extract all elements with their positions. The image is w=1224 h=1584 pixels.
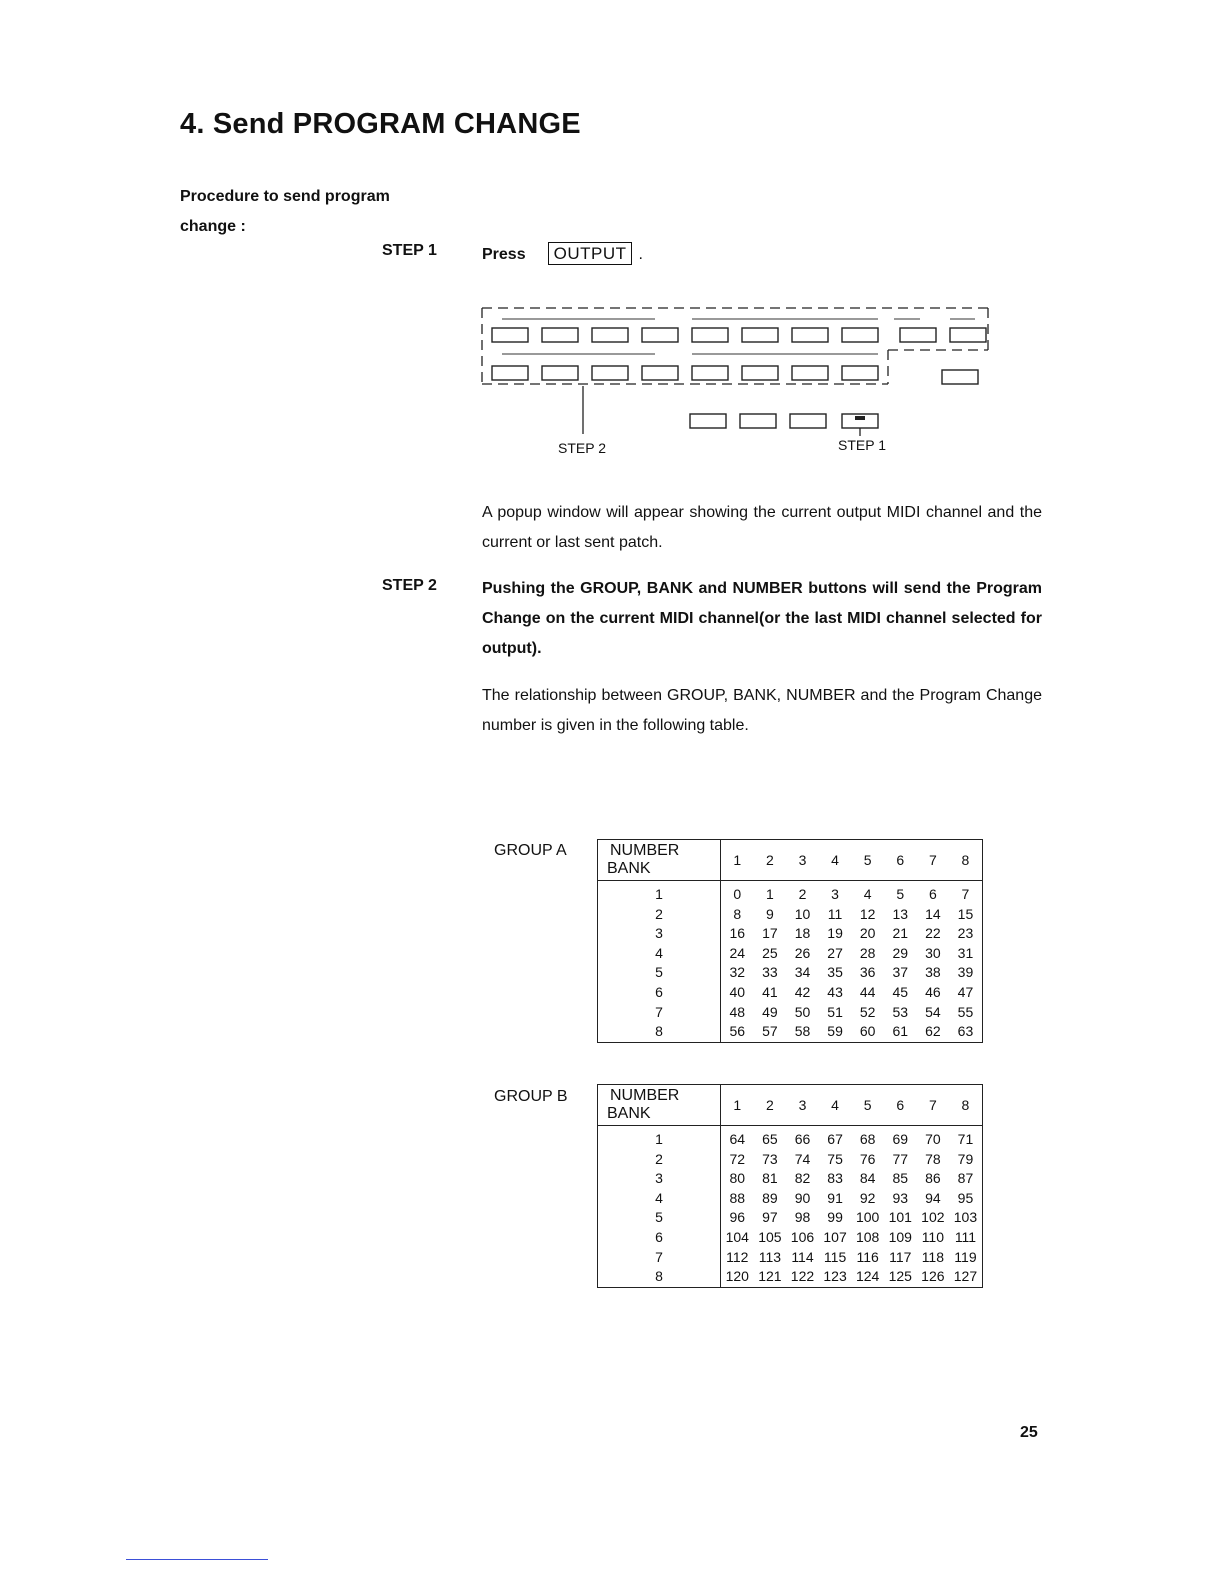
- procedure-heading-line2: [180, 212, 440, 242]
- number-header-cell: 4: [819, 1085, 852, 1126]
- group-b-label: GROUP B: [494, 1088, 568, 1105]
- program-number-cell: 49: [762, 1003, 778, 1020]
- program-number-cell: 2: [798, 886, 807, 902]
- program-number-cell: 10: [794, 905, 811, 922]
- number-header-cell: 2: [754, 840, 787, 881]
- program-number-cell: 84: [859, 1170, 876, 1187]
- program-number-cell: 51: [827, 1003, 843, 1020]
- table-row: [598, 905, 983, 925]
- table-row: [598, 1022, 983, 1042]
- program-number-cell: 100: [855, 1209, 880, 1226]
- table-row: [598, 963, 983, 983]
- step1-instruction: [482, 242, 643, 265]
- program-number-cell: 42: [794, 983, 811, 1000]
- program-number-cell: 14: [925, 905, 941, 922]
- program-number-cell: 67: [827, 1131, 843, 1147]
- number-header-cell: 6: [884, 840, 917, 881]
- page-title: 4. Send PROGRAM CHANGE: [180, 108, 581, 140]
- program-number-cell: 116: [856, 1248, 879, 1265]
- press-suffix: .: [638, 246, 643, 263]
- program-number-cell: 0: [733, 886, 742, 902]
- program-number-cell: 64: [729, 1131, 746, 1147]
- number-header: NUMBER: [610, 842, 680, 859]
- program-number-cell: 108: [855, 1228, 880, 1245]
- program-number-cell: 37: [892, 964, 909, 981]
- number-header: NUMBER: [610, 1087, 680, 1104]
- program-number-cell: 46: [925, 983, 941, 1000]
- number-header-cell: 4: [819, 840, 852, 881]
- program-number-cell: 101: [888, 1209, 912, 1226]
- program-number-cell: 32: [729, 964, 746, 981]
- program-number-cell: 102: [921, 1209, 945, 1226]
- program-number-cell: 69: [892, 1131, 909, 1147]
- table-row: [598, 1169, 983, 1189]
- program-number-cell: 115: [823, 1248, 847, 1265]
- panel-diagram: [480, 300, 1000, 470]
- number-header-cell: 3: [786, 840, 819, 881]
- program-number-cell: 43: [827, 983, 843, 1000]
- program-number-cell: 47: [957, 983, 974, 1000]
- program-number-cell: 97: [762, 1209, 778, 1226]
- program-number-cell: 118: [921, 1248, 945, 1265]
- number-header-cell: 5: [851, 840, 884, 881]
- program-number-cell: 53: [892, 1003, 909, 1020]
- program-number-cell: 52: [859, 1003, 876, 1020]
- procedure-heading-line2-text: change :: [180, 218, 246, 235]
- number-header-cell: 8: [949, 840, 982, 881]
- program-number-cell: 72: [729, 1150, 746, 1167]
- program-number-cell: 121: [758, 1268, 782, 1285]
- header-corner-cell: [598, 1085, 721, 1126]
- program-number-cell: 95: [957, 1189, 974, 1206]
- program-number-cell: 11: [827, 905, 843, 922]
- program-number-cell: 119: [954, 1248, 977, 1265]
- header-corner-cell: [598, 840, 721, 881]
- program-number-cell: 62: [925, 1023, 941, 1040]
- table-row: [598, 1248, 983, 1268]
- number-header-cell: 7: [917, 840, 950, 881]
- step1-callout: STEP 1: [838, 437, 886, 453]
- program-number-cell: 74: [794, 1150, 811, 1167]
- program-number-cell: 113: [758, 1248, 782, 1265]
- program-number-cell: 107: [823, 1228, 847, 1245]
- number-header-cell: 3: [786, 1085, 819, 1126]
- output-button-led: [855, 416, 865, 420]
- press-text: Press: [482, 246, 526, 263]
- program-number-cell: 38: [925, 964, 941, 981]
- program-number-cell: 88: [729, 1189, 746, 1206]
- function-buttons: [690, 414, 878, 428]
- table-row: [598, 1228, 983, 1248]
- program-number-cell: 22: [925, 925, 941, 942]
- bottom-rule: [126, 1559, 268, 1560]
- program-number-cell: 1: [765, 886, 774, 902]
- program-number-cell: 111: [954, 1228, 977, 1245]
- group-a-label: GROUP A: [494, 842, 567, 859]
- program-number-cell: 57: [762, 1023, 778, 1040]
- table-row: [598, 1126, 983, 1150]
- program-number-cell: 104: [725, 1228, 749, 1245]
- program-number-cell: 8: [733, 905, 742, 922]
- number-header-cell: 5: [851, 1085, 884, 1126]
- group-b-table: [597, 1084, 983, 1288]
- bank-cell: 7: [598, 1248, 721, 1268]
- program-number-cell: 66: [794, 1131, 811, 1147]
- panel-label-rules: [502, 319, 975, 354]
- bank-cell: 4: [598, 1189, 721, 1209]
- step1-description: A popup window will appear showing the current output MIDI channel and the current or last sent patch.: [482, 504, 1042, 551]
- program-number-cell: 68: [859, 1131, 876, 1147]
- program-number-cell: 6: [928, 886, 937, 902]
- step2-label: STEP 2: [382, 577, 437, 594]
- group-a-table: [597, 839, 983, 1043]
- bank-cell: 2: [598, 905, 721, 925]
- program-number-cell: 21: [892, 925, 909, 942]
- program-number-cell: 16: [729, 925, 746, 942]
- program-number-cell: 89: [762, 1189, 778, 1206]
- program-number-cell: 3: [831, 886, 839, 902]
- output-key: OUTPUT: [548, 242, 633, 265]
- program-number-cell: 24: [729, 944, 746, 961]
- program-number-cell: 82: [794, 1170, 811, 1187]
- program-number-cell: 58: [794, 1023, 811, 1040]
- program-number-cell: 90: [794, 1189, 811, 1206]
- program-number-cell: 4: [863, 886, 872, 902]
- bank-cell: 3: [598, 924, 721, 944]
- bank-header: BANK: [607, 860, 651, 877]
- program-number-cell: 65: [762, 1131, 778, 1147]
- step2-callout: STEP 2: [558, 440, 606, 456]
- bank-cell: 2: [598, 1150, 721, 1170]
- bank-cell: 8: [598, 1022, 721, 1042]
- program-number-cell: 9: [765, 905, 774, 922]
- program-number-cell: 93: [892, 1189, 909, 1206]
- program-number-cell: 109: [888, 1228, 912, 1245]
- program-number-cell: 87: [957, 1170, 974, 1187]
- program-number-cell: 91: [827, 1189, 843, 1206]
- bank-cell: 8: [598, 1267, 721, 1287]
- program-number-cell: 41: [762, 983, 778, 1000]
- group-a-table-body: [598, 840, 983, 1043]
- bank-cell: 5: [598, 963, 721, 983]
- program-number-cell: 106: [790, 1228, 815, 1245]
- program-number-cell: 76: [859, 1150, 876, 1167]
- bank-cell: 3: [598, 1169, 721, 1189]
- program-number-cell: 36: [859, 964, 876, 981]
- table-row: [598, 1267, 983, 1287]
- table-row: [598, 983, 983, 1003]
- program-number-cell: 78: [925, 1150, 941, 1167]
- program-number-cell: 28: [859, 944, 876, 961]
- program-number-cell: 40: [729, 983, 746, 1000]
- program-number-cell: 94: [925, 1189, 941, 1206]
- number-header-cell: 2: [754, 1085, 787, 1126]
- group-b-table-body: [598, 1085, 983, 1288]
- program-number-cell: 45: [892, 983, 909, 1000]
- table-row: [598, 1208, 983, 1228]
- program-number-cell: 83: [827, 1170, 843, 1187]
- bank-cell: 7: [598, 1003, 721, 1023]
- program-number-cell: 26: [794, 944, 811, 961]
- program-number-cell: 114: [791, 1248, 814, 1265]
- program-number-cell: 124: [855, 1268, 880, 1285]
- program-number-cell: 5: [896, 886, 905, 902]
- program-number-cell: 85: [892, 1170, 909, 1187]
- program-number-cell: 127: [953, 1268, 978, 1285]
- bank-cell: 4: [598, 944, 721, 964]
- program-number-cell: 99: [827, 1209, 843, 1226]
- program-number-cell: 98: [794, 1209, 811, 1226]
- table-row: [598, 1189, 983, 1209]
- program-number-cell: 126: [921, 1268, 945, 1285]
- program-number-cell: 35: [827, 964, 843, 981]
- program-number-cell: 112: [726, 1248, 749, 1265]
- relationship-description: The relationship between GROUP, BANK, NUMBER and the Program Change number is given in the following table.: [482, 687, 1042, 734]
- bank-header: BANK: [607, 1105, 651, 1122]
- table-row: [598, 924, 983, 944]
- program-number-cell: 48: [729, 1003, 746, 1020]
- program-number-cell: 122: [790, 1268, 815, 1285]
- program-number-cell: 59: [827, 1023, 843, 1040]
- program-number-cell: 92: [859, 1189, 876, 1206]
- bank-cell: 6: [598, 983, 721, 1003]
- program-number-cell: 77: [892, 1150, 909, 1167]
- program-number-cell: 18: [794, 925, 811, 942]
- number-header-cell: 8: [949, 1085, 982, 1126]
- program-number-cell: 79: [957, 1150, 974, 1167]
- program-number-cell: 15: [957, 905, 974, 922]
- number-header-cell: 6: [884, 1085, 917, 1126]
- number-header-cell: 1: [721, 840, 754, 881]
- bank-cell: 5: [598, 1208, 721, 1228]
- program-number-cell: 63: [957, 1023, 974, 1040]
- program-number-cell: 120: [725, 1268, 749, 1285]
- bank-cell: 1: [598, 1126, 721, 1150]
- program-number-cell: 54: [925, 1003, 941, 1020]
- program-number-cell: 105: [758, 1228, 782, 1245]
- program-number-cell: 30: [925, 944, 941, 961]
- program-number-cell: 125: [888, 1268, 912, 1285]
- program-number-cell: 44: [859, 983, 876, 1000]
- program-number-cell: 61: [892, 1023, 909, 1040]
- procedure-heading: [180, 182, 440, 242]
- program-number-cell: 13: [892, 905, 909, 922]
- program-number-cell: 31: [957, 944, 974, 961]
- number-header-cell: 7: [917, 1085, 950, 1126]
- bank-cell: 6: [598, 1228, 721, 1248]
- program-number-cell: 20: [859, 925, 876, 942]
- table-header-row: [598, 840, 983, 881]
- procedure-heading-line1: Procedure to send program: [180, 188, 390, 205]
- step2-description: Pushing the GROUP, BANK and NUMBER buttons will send the Program Change on the current MIDI channel(or the last MIDI channel selected for output).: [482, 580, 1042, 657]
- table-row: [598, 944, 983, 964]
- patch-bank-buttons: [492, 328, 986, 342]
- program-number-cell: 70: [925, 1131, 941, 1147]
- table-row: [598, 881, 983, 905]
- bank-cell: 1: [598, 881, 721, 905]
- program-number-cell: 55: [957, 1003, 974, 1020]
- program-number-cell: 71: [957, 1131, 974, 1147]
- program-number-cell: 50: [794, 1003, 811, 1020]
- page-number: 25: [1020, 1424, 1038, 1441]
- program-number-cell: 56: [729, 1023, 746, 1040]
- program-number-cell: 33: [762, 964, 778, 981]
- program-number-cell: 103: [953, 1209, 978, 1226]
- program-number-cell: 73: [762, 1150, 778, 1167]
- number-header-cell: 1: [721, 1085, 754, 1126]
- program-number-cell: 96: [729, 1209, 746, 1226]
- program-number-cell: 60: [859, 1023, 876, 1040]
- patch-number-buttons: [492, 366, 978, 384]
- program-number-cell: 19: [827, 925, 843, 942]
- program-number-cell: 7: [961, 886, 970, 902]
- program-number-cell: 34: [794, 964, 811, 981]
- program-number-cell: 117: [889, 1248, 912, 1265]
- program-number-cell: 29: [892, 944, 909, 961]
- table-header-row: [598, 1085, 983, 1126]
- program-number-cell: 80: [729, 1170, 746, 1187]
- program-number-cell: 25: [762, 944, 778, 961]
- program-number-cell: 23: [957, 925, 974, 942]
- program-number-cell: 39: [957, 964, 974, 981]
- program-number-cell: 123: [823, 1268, 847, 1285]
- program-number-cell: 27: [827, 944, 843, 961]
- program-number-cell: 12: [859, 905, 876, 922]
- program-number-cell: 75: [827, 1150, 843, 1167]
- table-row: [598, 1003, 983, 1023]
- table-row: [598, 1150, 983, 1170]
- program-number-cell: 81: [762, 1170, 778, 1187]
- program-number-cell: 17: [762, 925, 778, 942]
- program-number-cell: 110: [921, 1228, 945, 1245]
- program-number-cell: 86: [925, 1170, 941, 1187]
- step1-label: STEP 1: [382, 242, 437, 259]
